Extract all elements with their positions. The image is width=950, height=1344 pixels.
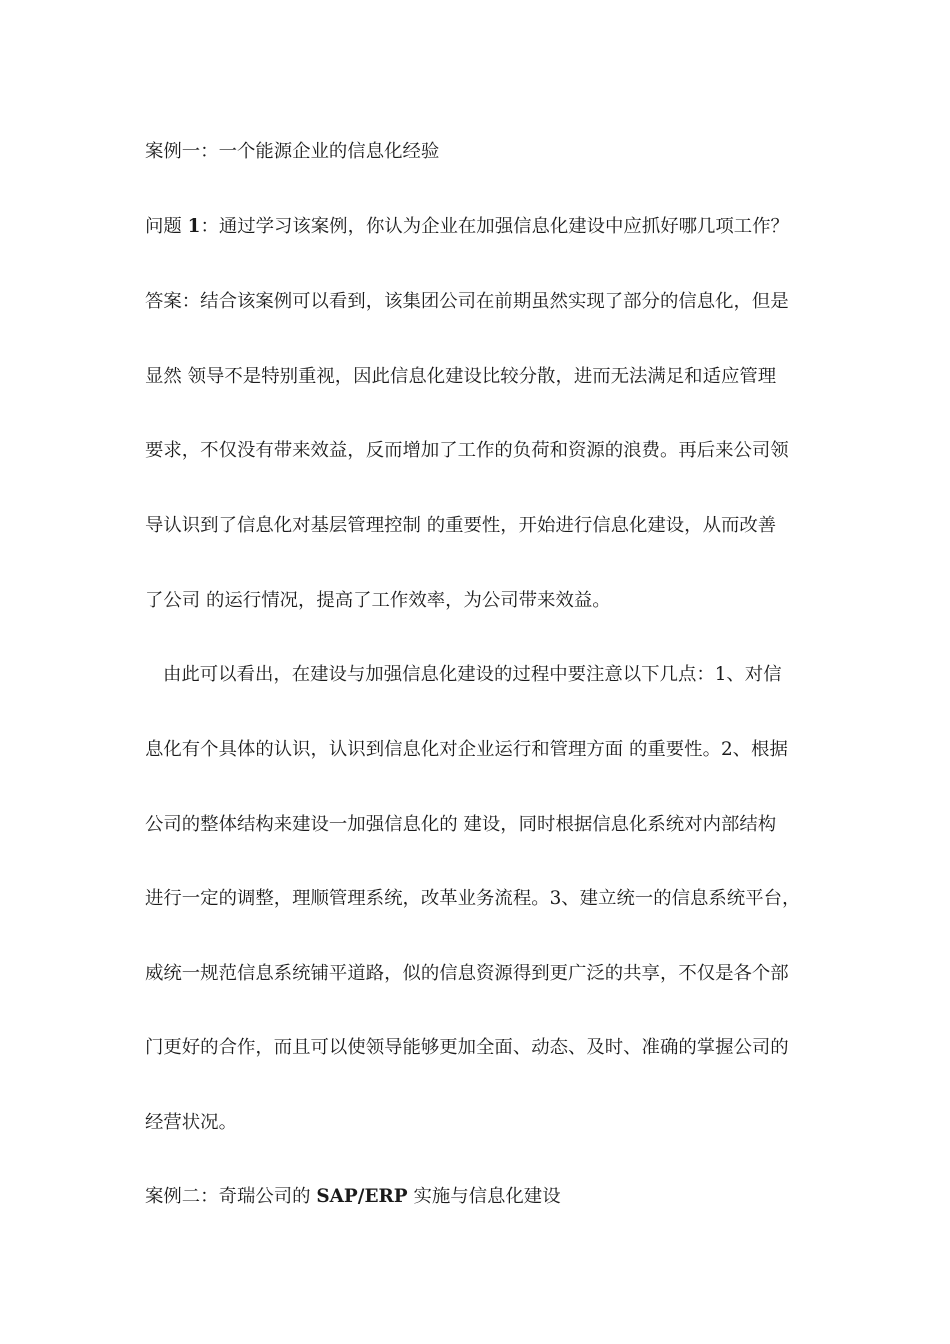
- answer-line: 要求，不仅没有带来效益，反而增加了工作的负荷和资源的浪费。再后来公司领: [145, 440, 789, 461]
- conclusion-line: 进行一定的调整，理顺管理系统，改革业务流程。3、建立统一的信息系统平台，: [145, 888, 801, 909]
- conclusion-line: 息化有个具体的认识，认识到信息化对企业运行和管理方面 的重要性。2、根据: [145, 739, 788, 760]
- conclusion-line: 门更好的合作，而且可以使领导能够更加全面、动态、及时、准确的掌握公司的: [145, 1037, 789, 1058]
- answer-line: 答案：结合该案例可以看到，该集团公司在前期虽然实现了部分的信息化，但是: [145, 291, 789, 312]
- case1-title: 案例一：一个能源企业的信息化经验: [145, 141, 440, 162]
- answer-line: 导认识到了信息化对基层管理控制 的重要性，开始进行信息化建设，从而改善: [145, 515, 777, 536]
- conclusion-line: 由此可以看出，在建设与加强信息化建设的过程中要注意以下几点：1、对信: [163, 664, 782, 685]
- case1-question: 问题 1：通过学习该案例，你认为企业在加强信息化建设中应抓好哪几项工作？: [145, 216, 789, 237]
- conclusion-line: 经营状况。: [145, 1112, 237, 1133]
- conclusion-line: 公司的整体结构来建设一加强信息化的 建设，同时根据信息化系统对内部结构: [145, 814, 777, 835]
- case2-title: 案例二：奇瑞公司的 SAP/ERP 实施与信息化建设: [145, 1186, 561, 1207]
- conclusion-line: 威统一规范信息系统铺平道路，似的信息资源得到更广泛的共享，不仅是各个部: [145, 963, 789, 984]
- answer-line: 显然 领导不是特别重视，因此信息化建设比较分散，进而无法满足和适应管理: [145, 366, 777, 387]
- answer-line: 了公司 的运行情况，提高了工作效率，为公司带来效益。: [145, 590, 611, 611]
